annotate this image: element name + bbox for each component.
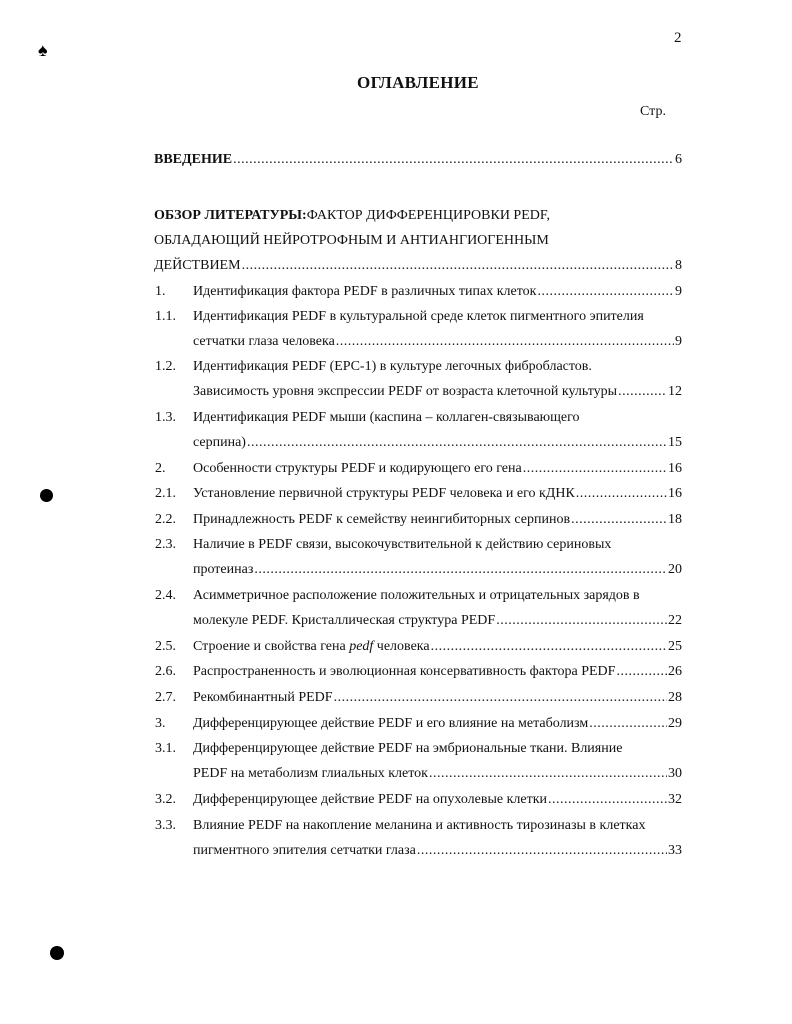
toc-entry[interactable]	[193, 663, 682, 681]
toc-entry-label[interactable]: Идентификация PEDF мыши (каспина – коллаген-связывающего	[193, 410, 580, 425]
toc-entry[interactable]	[193, 383, 682, 401]
toc-entry[interactable]	[193, 765, 682, 783]
toc-entry-number: 2.5.	[155, 639, 176, 654]
toc-entry-label: Рекомбинантный PEDF	[193, 690, 333, 705]
toc-entry[interactable]	[193, 511, 682, 529]
bullet-mark-icon	[50, 946, 64, 960]
toc-entry-review-line3[interactable]	[154, 257, 682, 275]
toc-entry-number: 1.1.	[155, 309, 176, 324]
leader-dots	[429, 765, 667, 783]
toc-entry-page: 12	[668, 384, 682, 399]
toc-entry-page: 16	[668, 486, 682, 501]
toc-entry-label[interactable]: Дифференцирующее действие PEDF на эмбриональные ткани. Влияние	[193, 741, 623, 756]
toc-entry[interactable]	[193, 460, 682, 478]
toc-entry-label: Установление первичной структуры PEDF человека и его кДНК	[193, 486, 575, 501]
toc-entry-label[interactable]: Влияние PEDF на накопление меланина и активность тирозиназы в клетках	[193, 818, 646, 833]
toc-entry-label: ДЕЙСТВИЕМ	[154, 258, 241, 273]
leader-dots	[334, 689, 667, 707]
toc-entry-page: 9	[675, 284, 682, 299]
toc-entry-label: Дифференцирующее действие PEDF и его влияние на метаболизм	[193, 716, 589, 731]
toc-entry-page: 32	[668, 792, 682, 807]
leader-dots	[336, 333, 674, 351]
leader-dots	[247, 434, 667, 452]
leader-dots	[589, 715, 667, 733]
toc-entry[interactable]	[193, 333, 682, 351]
toc-entry-label: ВВЕДЕНИЕ	[154, 152, 233, 167]
toc-entry[interactable]	[193, 791, 682, 809]
review-label: ОБЗОР ЛИТЕРАТУРЫ:	[154, 208, 307, 223]
toc-entry-label: серпина)	[193, 435, 246, 450]
toc-entry[interactable]	[193, 638, 682, 656]
toc-entry[interactable]	[193, 842, 682, 860]
toc-entry-label[interactable]: Наличие в PEDF связи, высокочувствительной к действию сериновых	[193, 537, 612, 552]
page-number: 2	[674, 30, 682, 46]
toc-entry-page: 25	[668, 639, 682, 654]
leader-dots	[616, 663, 667, 681]
toc-entry-label: Принадлежность PEDF к семейству неингибиторных серпинов	[193, 512, 571, 527]
toc-entry-label: Зависимость уровня экспрессии PEDF от возраста клеточной культуры	[193, 384, 618, 399]
toc-entry-page: 15	[668, 435, 682, 450]
toc-entry-page: 18	[668, 512, 682, 527]
toc-entry-label[interactable]: Асимметричное расположение положительных и отрицательных зарядов в	[193, 588, 640, 603]
toc-entry-label: протеиназ	[193, 562, 254, 577]
leader-dots	[548, 791, 667, 809]
leader-dots	[233, 151, 674, 169]
toc-entry[interactable]	[193, 283, 682, 301]
toc-entry-page: 28	[668, 690, 682, 705]
toc-entry-page: 20	[668, 562, 682, 577]
toc-entry-label: Дифференцирующее действие PEDF на опухолевые клетки	[193, 792, 548, 807]
leader-dots	[618, 383, 667, 401]
leader-dots	[431, 638, 667, 656]
toc-entry-page: 30	[668, 766, 682, 781]
toc-entry-label: пигментного эпителия сетчатки глаза	[193, 843, 416, 858]
review-line1-text: ФАКТОР ДИФФЕРЕНЦИРОВКИ PEDF,	[306, 208, 551, 223]
spade-mark-icon: ♠	[38, 40, 48, 60]
toc-entry-number: 1.3.	[155, 410, 176, 425]
leader-dots	[523, 460, 667, 478]
toc-entry-page: 9	[675, 334, 682, 349]
gene-name-italic: pedf	[349, 639, 374, 654]
toc-entry-label: молекуле PEDF. Кристаллическая структура PEDF	[193, 613, 496, 628]
page-column-label: Стр.	[640, 104, 666, 119]
toc-entry[interactable]	[193, 715, 682, 733]
toc-entry-label[interactable]: Идентификация PEDF в культуральной среде клеток пигментного эпителия	[193, 309, 644, 324]
toc-entry-number: 2.2.	[155, 512, 176, 527]
toc-entry-page: 6	[675, 152, 682, 167]
toc-entry-label: Распространенность и эволюционная консервативность фактора PEDF	[193, 664, 616, 679]
toc-entry-number: 2.1.	[155, 486, 176, 501]
toc-entry-number: 1.	[155, 284, 166, 299]
toc-entry-number: 2.3.	[155, 537, 176, 552]
leader-dots	[571, 511, 667, 529]
toc-entry-label: Идентификация фактора PEDF в различных типах клеток	[193, 284, 537, 299]
leader-dots	[254, 561, 667, 579]
toc-entry-number: 2.7.	[155, 690, 176, 705]
toc-entry-number: 1.2.	[155, 359, 176, 374]
toc-entry-number: 3.1.	[155, 741, 176, 756]
toc-entry-number: 2.	[155, 461, 166, 476]
toc-entry-number: 2.4.	[155, 588, 176, 603]
toc-entry[interactable]	[193, 561, 682, 579]
toc-entry-label: сетчатки глаза человека	[193, 334, 335, 349]
bullet-mark-icon	[40, 489, 53, 502]
toc-text-part: человека	[373, 639, 430, 654]
page-title: ОГЛАВЛЕНИЕ	[357, 73, 479, 92]
leader-dots	[417, 842, 667, 860]
toc-entry[interactable]	[193, 434, 682, 452]
toc-entry-number: 3.2.	[155, 792, 176, 807]
toc-entry-number: 3.3.	[155, 818, 176, 833]
toc-entry-number: 2.6.	[155, 664, 176, 679]
toc-entry-page: 26	[668, 664, 682, 679]
toc-entry-label	[193, 638, 430, 656]
toc-entry-review-line1[interactable]	[154, 207, 644, 225]
toc-text-part: Строение и свойства гена	[193, 639, 350, 654]
leader-dots	[496, 612, 667, 630]
toc-entry-page: 22	[668, 613, 682, 628]
toc-entry-label: PEDF на метаболизм глиальных клеток	[193, 766, 428, 781]
toc-entry-page: 8	[675, 258, 682, 273]
leader-dots	[537, 283, 674, 301]
toc-entry-page: 16	[668, 461, 682, 476]
toc-entry-label[interactable]: Идентификация PEDF (EPC-1) в культуре легочных фибробластов.	[193, 359, 592, 374]
leader-dots	[576, 485, 667, 503]
toc-entry[interactable]	[193, 485, 682, 503]
toc-entry[interactable]	[193, 612, 682, 630]
toc-entry-label: Особенности структуры PEDF и кодирующего его гена	[193, 461, 522, 476]
toc-entry[interactable]	[193, 689, 682, 707]
toc-entry-number: 3.	[155, 716, 166, 731]
toc-entry-page: 33	[668, 843, 682, 858]
leader-dots	[242, 257, 674, 275]
toc-entry-intro[interactable]	[154, 151, 682, 169]
toc-entry-page: 29	[668, 716, 682, 731]
toc-entry-review-line2: ОБЛАДАЮЩИЙ НЕЙРОТРОФНЫМ И АНТИАНГИОГЕННЫМ	[154, 233, 549, 248]
